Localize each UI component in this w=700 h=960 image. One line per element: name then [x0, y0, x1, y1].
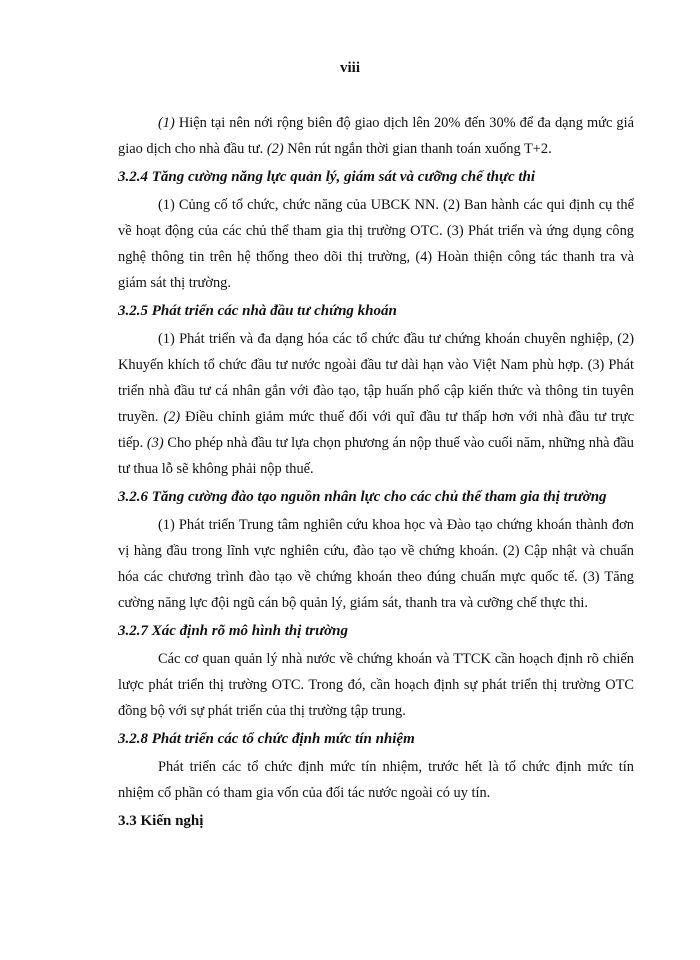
section-heading-3-2-8: 3.2.8 Phát triển các tổ chức định mức tín nhiệm	[118, 731, 415, 747]
intro-item-2-text: Nên rút ngắn thời gian thanh toán xuống T+2.	[283, 141, 552, 157]
section-heading-3-3: 3.3 Kiến nghị	[118, 813, 204, 829]
intro-paragraph	[118, 110, 634, 162]
section-paragraph-3-2-5	[118, 326, 634, 482]
section-heading-3-2-4: 3.2.4 Tăng cường năng lực quản lý, giám sát và cưỡng chế thực thi	[118, 169, 536, 185]
section-paragraph-3-2-6: (1) Phát triển Trung tâm nghiên cứu khoa học và Đào tạo chứng khoán thành đơn vị hàng đầu trong lĩnh vực nghiên cứu, đào tạo về chứng khoán. (2) Cập nhật và chuẩn hóa các chương trình đào tạo về chứng khoán theo đúng chuẩn mực quốc tế. (3) Tăng cường năng lực đội ngũ cán bộ quản lý, giám sát, thanh tra và cưỡng chế thực thi.	[118, 517, 634, 611]
section-paragraph-3-2-8: Phát triển các tổ chức định mức tín nhiệm, trước hết là tổ chức định mức tín nhiệm cổ phần có tham gia vốn của đối tác nước ngoài có uy tín.	[118, 759, 634, 801]
section-heading-3-2-7: 3.2.7 Xác định rõ mô hình thị trường	[118, 623, 349, 639]
intro-item-2-number: (2)	[266, 141, 284, 157]
page-number: viii	[339, 60, 360, 76]
section-paragraph-3-2-4: (1) Củng cố tổ chức, chức năng của UBCK NN. (2) Ban hành các qui định cụ thể về hoạt động của các chủ thể tham gia thị trường OTC. (3) Phát triển và ứng dụng công nghệ thông tin trên hệ thống theo dõi thị trường, (4) Hoàn thiện công tác thanh tra và giám sát thị trường.	[118, 197, 634, 291]
document-body	[118, 110, 634, 836]
section-3-2-5-text-c: Cho phép nhà đầu tư lựa chọn phương án nộp thuế vào cuối năm, những nhà đầu tư thua lỗ sẽ không phải nộp thuế.	[118, 435, 634, 477]
intro-item-1-number: (1)	[158, 115, 175, 131]
section-3-2-5-text-b: Điều chỉnh giảm mức thuế đối với quĩ đầu tư thấp hơn với nhà đầu tư trực tiếp.	[118, 409, 634, 451]
intro-item-1-text: Hiện tại nên nới rộng biên độ giao dịch lên 20% đến 30% để đa dạng mức giá giao dịch cho nhà đầu tư.	[118, 115, 634, 157]
section-paragraph-3-2-7: Các cơ quan quản lý nhà nước về chứng khoán và TTCK cần hoạch định rõ chiến lược phát triển thị trường OTC. Trong đó, cần hoạch định sự phát triển thị trường OTC đồng bộ với sự phát triển của thị trường tập trung.	[118, 651, 634, 719]
section-heading-3-2-5: 3.2.5 Phát triển các nhà đầu tư chứng khoán	[118, 303, 397, 319]
section-3-2-5-text-a: (1) Phát triển và đa dạng hóa các tổ chức đầu tư chứng khoán chuyên nghiệp, (2) Khuyến khích tổ chức đầu tư nước ngoài đầu tư dài hạn vào Việt Nam phù hợp. (3) Phát triển nhà đầu tư cá nhân gắn với đào tạo, tập huấn phổ cập kiến thức và thông tin tuyên truyền.	[118, 331, 634, 425]
section-3-2-5-number-c: (3)	[146, 435, 164, 451]
section-3-2-5-number-b: (2)	[163, 409, 181, 425]
section-heading-3-2-6: 3.2.6 Tăng cường đào tạo nguồn nhân lực cho các chủ thể tham gia thị trường	[118, 489, 607, 505]
